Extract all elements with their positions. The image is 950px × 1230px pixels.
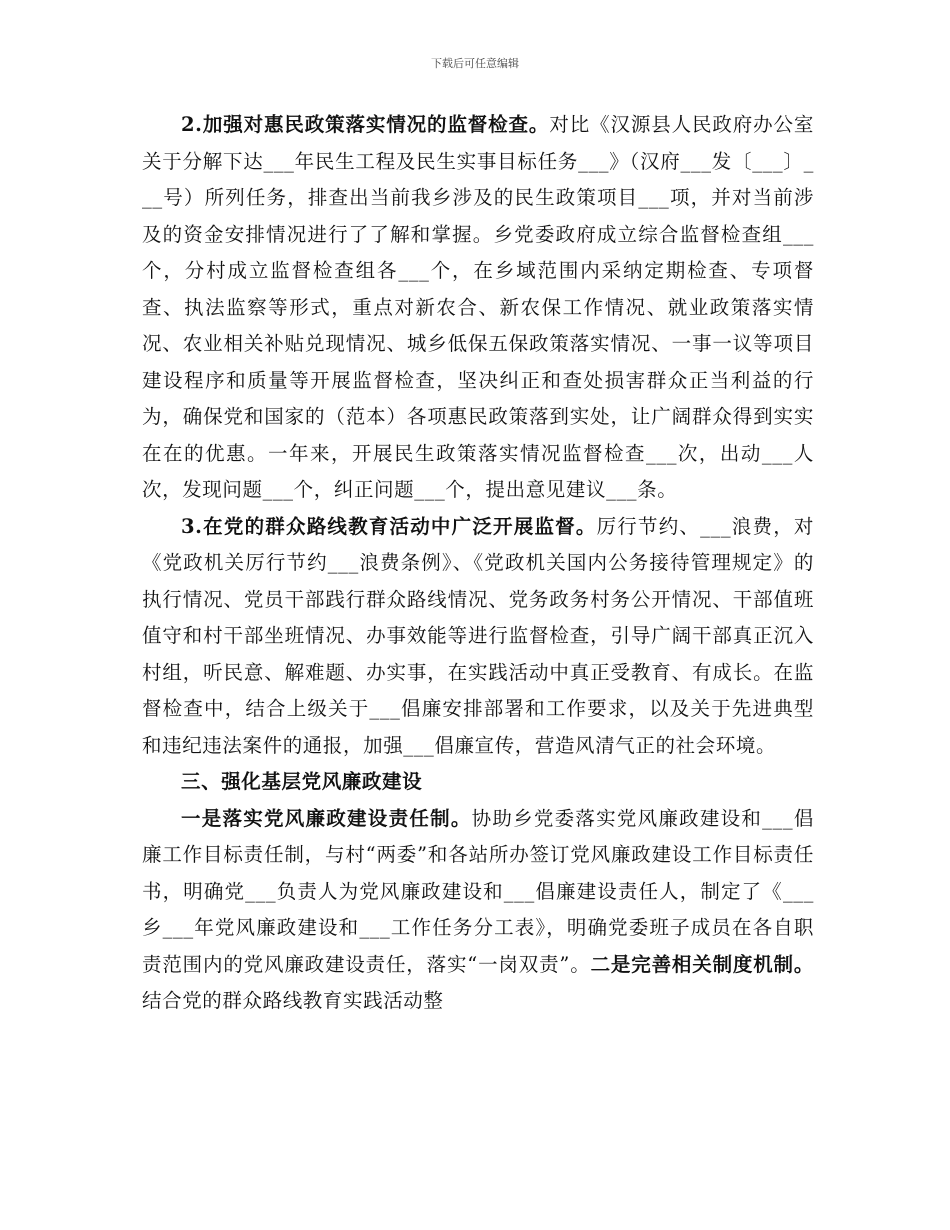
- paragraph-lead-2: 二是完善相关制度机制。: [590, 952, 814, 976]
- paragraph-text: 协助乡党委落实党风廉政建设和___倡廉工作目标责任制，与村“两委”和各站所办签订党风廉政建设工作目标责任书，明确党___负责人为党风廉政建设和___倡廉建设责任人，制定了《___乡___年党风廉政建设和___工作任务分工表》，明确党委班子成员在各自职责范围内的党风廉政建设责任，落实“一岗双责”。: [142, 806, 814, 976]
- paragraph-text-2: 结合党的群众路线教育实践活动整: [142, 989, 444, 1012]
- paragraph-lead: 3.在党的群众路线教育活动中广泛开展监督。: [181, 514, 597, 538]
- paragraph-mass-line-supervision: [142, 509, 814, 765]
- paragraph-policy-supervision: [142, 107, 814, 509]
- section-heading: 三、强化基层党风廉政建设: [181, 770, 423, 793]
- paragraph-lead: 2.加强对惠民政策落实情况的监督检查。: [181, 113, 550, 136]
- page-header: 下载后可任意编辑: [431, 57, 519, 70]
- paragraph-text: 厉行节约、___浪费，对《党政机关厉行节约___浪费条例》、《党政机关国内公务接待管理规定》的执行情况、党员干部践行群众路线情况、党务政务村务公开情况、干部值班值守和村干部坐班情况、办事效能等进行监督检查，引导广阔干部真正沉入村组，听民意、解难题、办实事，在实践活动中真正受教育、有成长。在监督检查中，结合上级关于___倡廉安排部署和工作要求，以及关于先进典型和违纪违法案件的通报，加强___倡廉宣传，营造风清气正的社会环境。: [142, 514, 814, 757]
- paragraph-lead: 一是落实党风廉政建设责任制。: [181, 806, 472, 830]
- paragraph-responsibility-system: [142, 801, 814, 1020]
- paragraph-text: 对比《汉源县人民政府办公室关于分解下达___年民生工程及民生实事目标任务___》（汉府___发〔___〕___号）所列任务，排查出当前我乡涉及的民生政策项目___项，并对当前涉及的资金安排情况进行了了解和掌握。乡党委政府成立综合监督检查组___个，分村成立监督检查组各___个，在乡域范围内采纳定期检查、专项督查、执法监察等形式，重点对新农合、新农保工作情况、就业政策落实情况、农业相关补贴兑现情况、城乡低保五保政策落实情况、一事一议等项目建设程序和质量等开展监督检查，坚决纠正和查处损害群众正当利益的行为，确保党和国家的（范本）各项惠民政策落到实处，让广阔群众得到实实在在的优惠。一年来，开展民生政策落实情况监督检查___次，出动___人次，发现问题___个，纠正问题___个，提出意见建议___条。: [142, 113, 814, 501]
- document-body: [142, 107, 814, 1020]
